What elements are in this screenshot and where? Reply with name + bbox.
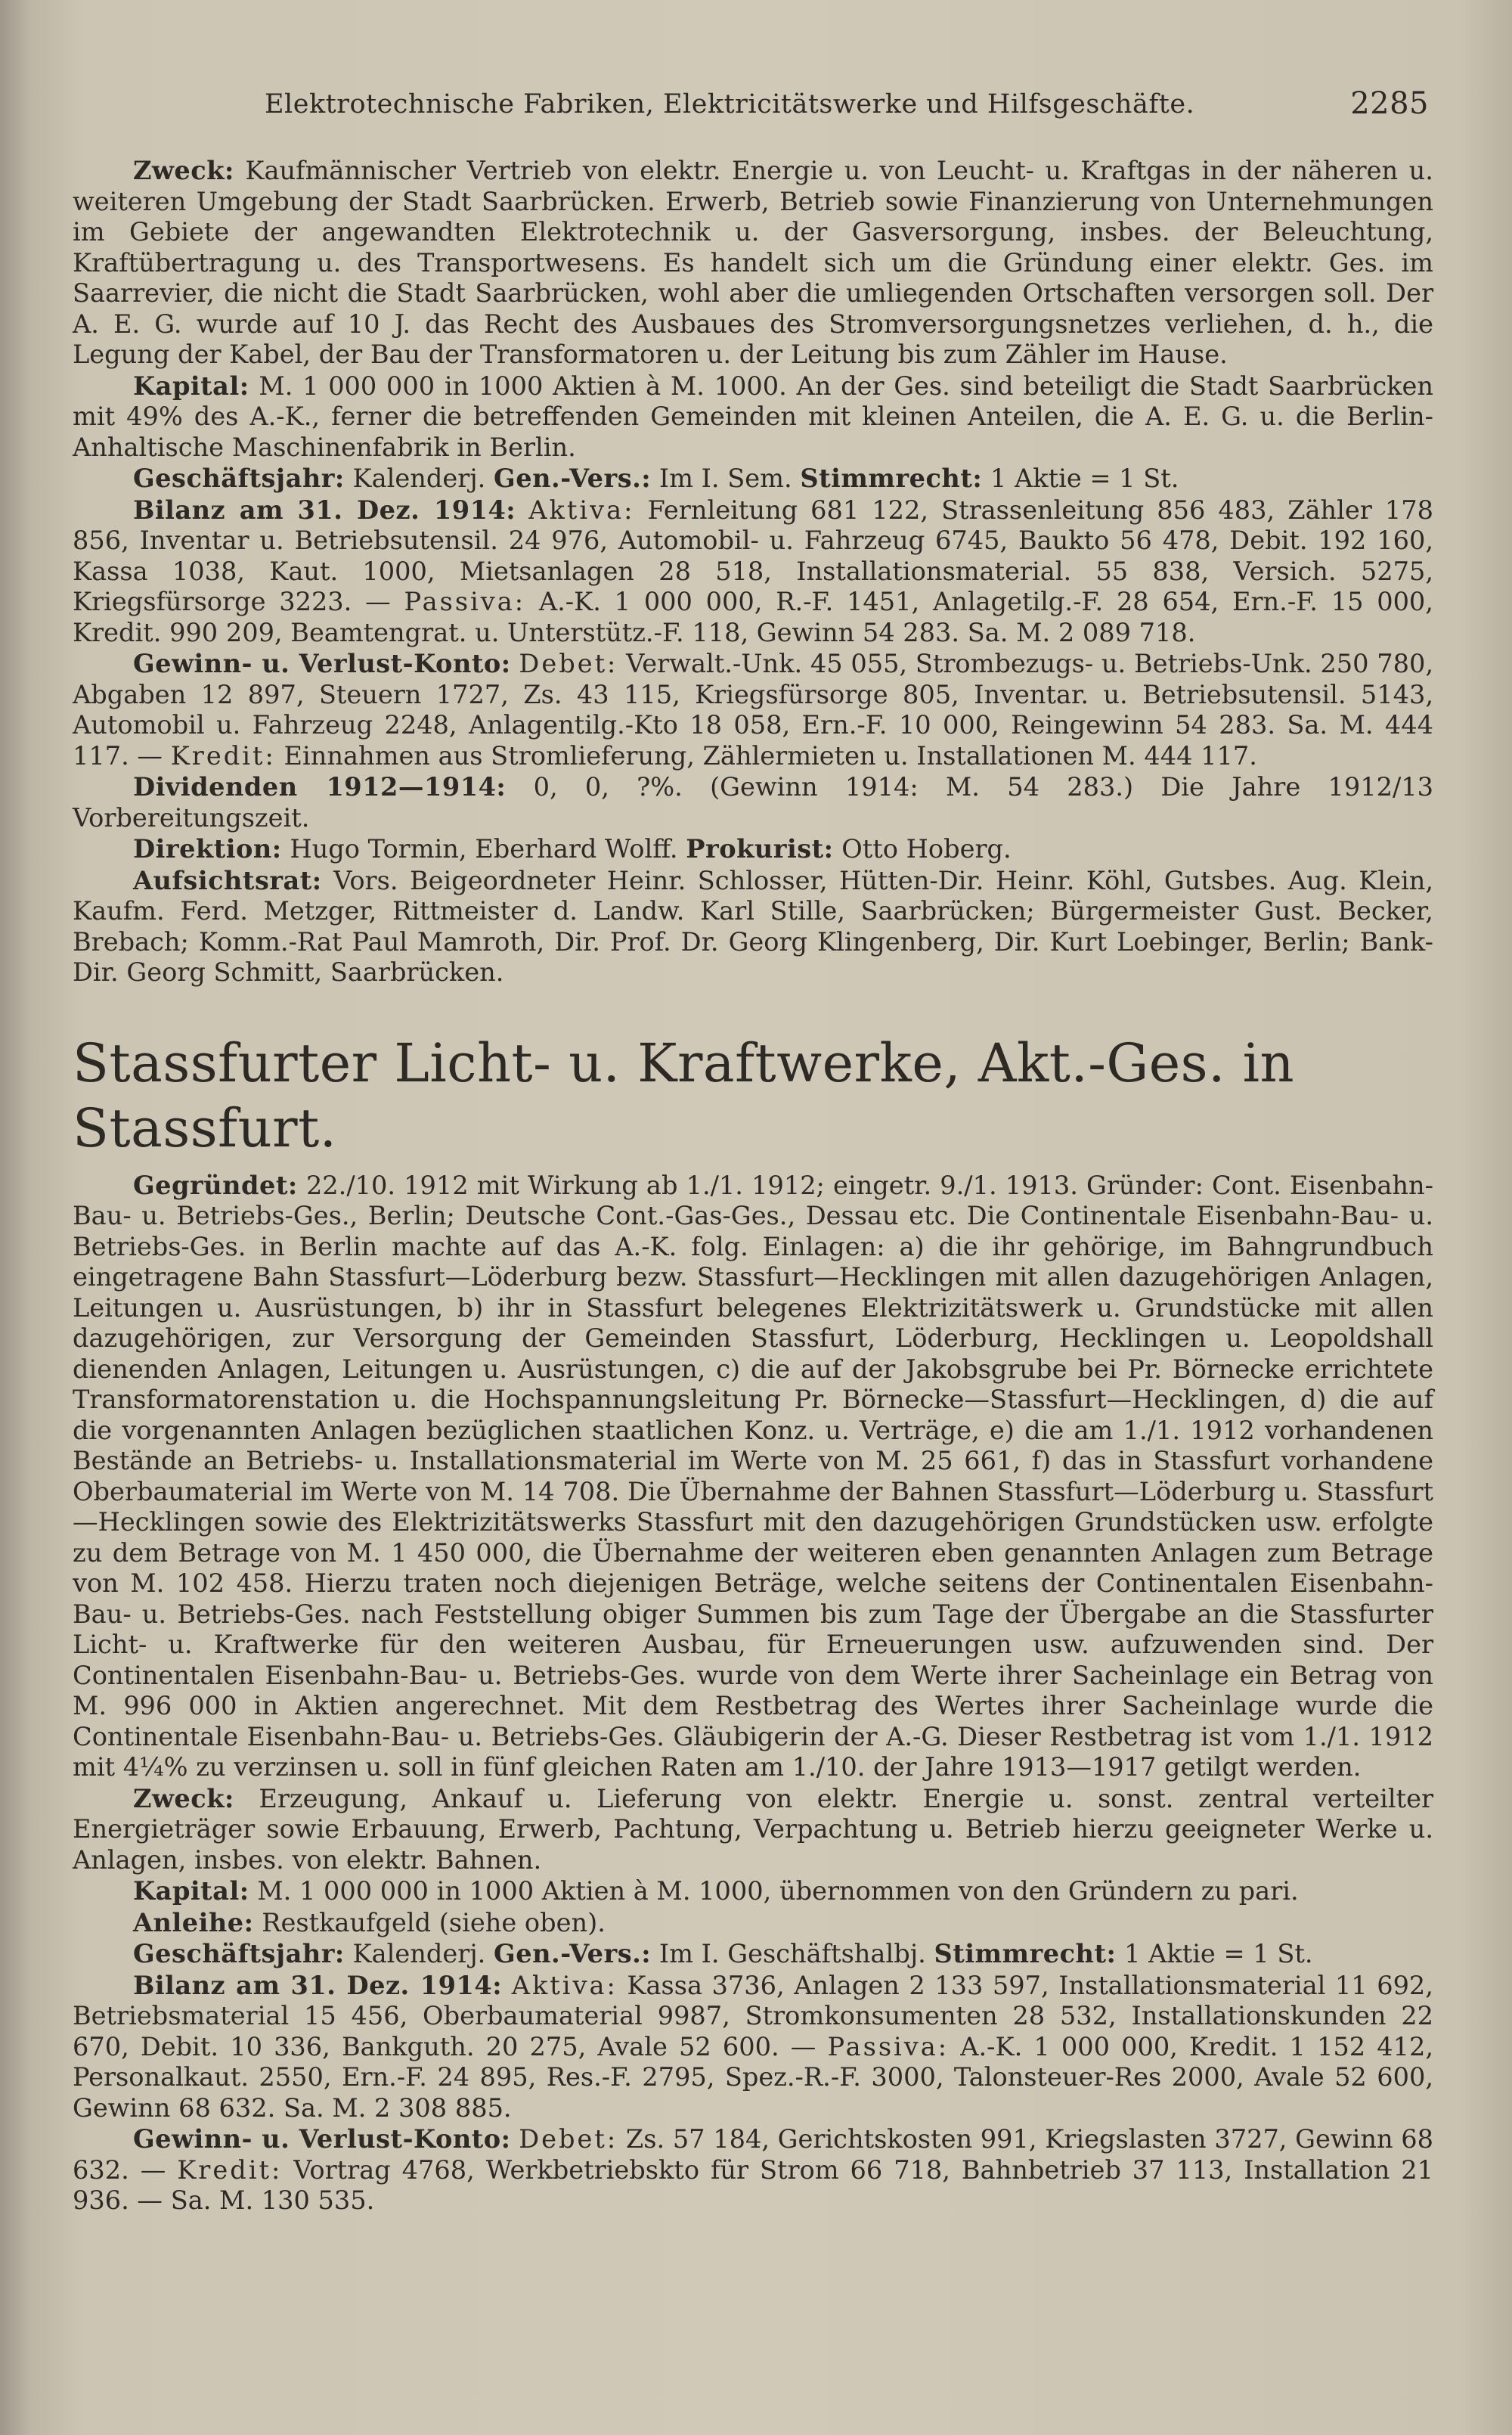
anleihe-text: Restkaufgeld (siehe oben). xyxy=(262,1907,606,1937)
bilanz-paragraph xyxy=(73,495,1433,649)
gewinn-paragraph xyxy=(73,2123,1433,2216)
aktiva-label: Aktiva: xyxy=(528,495,635,525)
gen-vers-label: Gen.-Vers.: xyxy=(494,1938,652,1968)
dividenden-text: 0, 0, ?%. (Gewinn 1914: M. 54 283.) Die Jahre 1912/13 Vorbereitungszeit. xyxy=(73,772,1433,833)
direktion-label: Direktion: xyxy=(133,833,282,864)
bilanz-label: Bilanz am 31. Dez. 1914: xyxy=(133,1969,503,2000)
debet-text: Verwalt.-Unk. 45 055, Strombezugs- u. Betriebs-Unk. 250 780, Abgaben 12 897, Steuern 1727, Zs. 43 115, Kriegsfürsorge 805, Inventar. u. Betriebsutensil. 5143, Automobil u. Fahrzeug 2248, Anlagentilg.-Kto 18 058, Ern.-F. 10 000, Reingewinn 54 283. Sa. M. 444 117. — xyxy=(73,649,1433,771)
zweck-label: Zweck: xyxy=(133,1782,234,1813)
prokurist-text: Otto Hoberg. xyxy=(841,834,1012,864)
gegruendet-paragraph xyxy=(73,1170,1433,1783)
passiva-text: A.-K. 1 000 000, R.-F. 1451, Anlagetilg.-F. 28 654, Ern.-F. 15 000, Kredit. 990 209, Beamtengrat. u. Unterstütz.-F. 118, Gewinn 54 283. Sa. M. 2 089 718. xyxy=(73,587,1433,647)
header-title: Elektrotechnische Fabriken, Elektricitätswerke und Hilfsgeschäfte. xyxy=(265,89,1195,119)
debet-label: Debet: xyxy=(519,649,618,678)
gen-vers-text: Im I. Geschäftshalbj. xyxy=(658,1939,926,1968)
company-heading: Stassfurter Licht- u. Kraftwerke, Akt.-Ges. in Stassfurt. xyxy=(73,1031,1295,1159)
aktiva-text: Kassa 3736, Anlagen 2 133 597, Installationsmaterial 11 692, Betriebsmaterial 15 456, Oberbaumaterial 9987, Stromkonsumenten 28 532, Installationskunden 22 670, Debit. 10 336, Bankguth. 20 275, Avale 52 600. — xyxy=(73,1970,1433,2061)
stimmrecht-label: Stimmrecht: xyxy=(934,1938,1117,1968)
geschaeftsjahr-label: Geschäftsjahr: xyxy=(133,1938,345,1968)
gewinn-label: Gewinn- u. Verlust-Konto: xyxy=(133,648,511,678)
gewinn-label: Gewinn- u. Verlust-Konto: xyxy=(133,2123,511,2154)
kapital-text: M. 1 000 000 in 1000 Aktien à M. 1000. An der Ges. sind beteiligt die Stadt Saarbrücken mit 49% des A.-K., ferner die betreffenden Gemeinden mit kleinen Anteilen, die A. E. G. u. die Berlin-Anhaltische Maschinenfabrik in Berlin. xyxy=(73,371,1433,462)
kapital-label: Kapital: xyxy=(133,370,249,401)
debet-text: Zs. 57 184, Gerichtskosten 991, Kriegslasten 3727, Gewinn 68 632. — xyxy=(73,2124,1433,2185)
page-number: 2285 xyxy=(1350,86,1429,121)
running-header xyxy=(265,86,1429,135)
kapital-label: Kapital: xyxy=(133,1875,249,1906)
kredit-text: Vortrag 4768, Werkbetriebskto für Strom 66 718, Bahnbetrieb 37 113, Installation 21 936. — Sa. M. 130 535. xyxy=(73,2154,1433,2215)
aufsichtsrat-label: Aufsichtsrat: xyxy=(133,864,322,895)
geschaeftsjahr-label: Geschäftsjahr: xyxy=(133,463,345,493)
gegruendet-label: Gegründet: xyxy=(133,1169,298,1200)
section-saarbruecken xyxy=(73,155,1433,988)
kapital-paragraph xyxy=(73,371,1433,464)
zweck-text: Kaufmännischer Vertrieb von elektr. Energie u. von Leucht- u. Kraftgas in der näheren u. weiteren Umgebung der Stadt Saarbrücken. Erwerb, Betrieb sowie Finanzierung von Unternehmungen im Gebiete der angewandten Elektrotechnik u. der Gasversorgung, insbes. der Beleuchtung, Kraftübertragung u. des Transportwesens. Es handelt sich um die Gründung einer elektr. Ges. im Saarrevier, die nicht die Stadt Saarbrücken, wohl aber die umliegenden Ortschaften versorgen soll. Der A. E. G. wurde auf 10 J. das Recht des Ausbaues des Stromversorgungsnetzes verliehen, d. h., die Legung der Kabel, der Bau der Transformatoren u. der Leitung bis zum Zähler im Hause. xyxy=(73,156,1433,369)
anleihe-paragraph xyxy=(73,1907,1433,1939)
aktiva-text: Fernleitung 681 122, Strassenleitung 856 483, Zähler 178 856, Inventar u. Betriebsutensil. 24 976, Automobil- u. Fahrzeug 6745, Baukto 56 478, Debit. 192 160, Kassa 1038, Kaut. 1000, Mietsanlagen 28 518, Installationsmaterial. 55 838, Versich. 5275, Kriegsfürsorge 3223. — xyxy=(73,495,1433,616)
passiva-text: A.-K. 1 000 000, Kredit. 1 152 412, Personalkaut. 2550, Ern.-F. 24 895, Res.-F. 2795, Spez.-R.-F. 3000, Talonsteuer-Res 2000, Avale 52 600, Gewinn 68 632. Sa. M. 2 308 885. xyxy=(73,2031,1433,2123)
aktiva-label: Aktiva: xyxy=(511,1970,618,2000)
passiva-label: Passiva: xyxy=(404,587,526,616)
gen-vers-text: Im I. Sem. xyxy=(658,464,792,493)
aufsichtsrat-paragraph xyxy=(73,865,1433,988)
geschaeftsjahr-text: Kalenderj. xyxy=(352,1939,486,1968)
passiva-label: Passiva: xyxy=(827,2031,950,2061)
anleihe-label: Anleihe: xyxy=(133,1906,254,1937)
stimmrecht-text: 1 Aktie = 1 St. xyxy=(990,464,1179,493)
direktion-paragraph xyxy=(73,833,1433,865)
geschaeftsjahr-paragraph xyxy=(73,463,1433,495)
gegruendet-text: 22./10. 1912 mit Wirkung ab 1./1. 1912; eingetr. 9./1. 1913. Gründer: Cont. Eisenbahn-Bau- u. Betriebs-Ges., Berlin; Deutsche Cont.-Gas-Ges., Dessau etc. Die Continentale Eisenbahn-Bau- u. Betriebs-Ges. in Berlin machte auf das A.-K. folg. Einlagen: a) die ihr gehörige, im Bahngrundbuch eingetragene Bahn Stassfurt—Löderburg bezw. Stassfurt—Hecklingen mit allen dazugehörigen Anlagen, Leitungen u. Ausrüstungen, b) ihr in Stassfurt belegenes Elektrizitätswerk u. Grundstücke mit allen dazugehörigen, zur Versorgung der Gemeinden Stassfurt, Löderburg, Hecklingen u. Leopoldshall dienenden Anlagen, Leitungen u. Ausrüstungen, c) die auf der Jakobsgrube bei Pr. Börnecke errichtete Transformatorenstation u. die Hochspannungsleitung Pr. Börnecke—Stassfurt—Hecklingen, d) die auf die vorgenannten Anlagen bezüglichen staatlichen Konz. u. Verträge, e) die am 1./1. 1912 vorhandenen Bestände an Betriebs- u. Installationsmaterial im Werte von M. 25 661, f) das in Stassfurt vorhandene Oberbaumaterial im Werte von M. 14 708. Die Übernahme der Bahnen Stassfurt—Löderburg u. Stassfurt—Hecklingen sowie des Elektrizitätswerks Stassfurt mit den dazugehörigen Grundstücken usw. erfolgte zu dem Betrage von M. 1 450 000, die Übernahme der weiteren eben genannten Anlagen zum Betrage von M. 102 458. Hierzu traten noch diejenigen Beträge, welche seitens der Continentalen Eisenbahn-Bau- u. Betriebs-Ges. nach Feststellung obiger Summen bis zum Tage der Übergabe an die Stassfurter Licht- u. Kraftwerke für den weiteren Ausbau, für Erneuerungen usw. aufzuwenden sind. Der Continentalen Eisenbahn-Bau- u. Betriebs-Ges. wurde von dem Werte ihrer Sacheinlage ein Betrag von M. 996 000 in Aktien angerechnet. Mit dem Restbetrag des Wertes ihrer Sacheinlage wurde die Continentale Eisenbahn-Bau- u. Betriebs-Ges. Gläubigerin der A.-G. Dieser Restbetrag ist vom 1./1. 1912 mit 4¼% zu verzinsen u. soll in fünf gleichen Raten am 1./10. der Jahre 1913—1917 getilgt werden. xyxy=(73,1170,1433,1782)
gen-vers-label: Gen.-Vers.: xyxy=(494,463,652,493)
bilanz-paragraph xyxy=(73,1970,1433,2124)
geschaeftsjahr-paragraph xyxy=(73,1938,1433,1970)
kapital-paragraph xyxy=(73,1875,1433,1907)
dividenden-label: Dividenden 1912—1914: xyxy=(133,771,507,802)
gewinn-paragraph xyxy=(73,648,1433,771)
geschaeftsjahr-text: Kalenderj. xyxy=(352,464,486,493)
kapital-text: M. 1 000 000 in 1000 Aktien à M. 1000, übernommen von den Gründern zu pari. xyxy=(257,1876,1299,1906)
zweck-text: Erzeugung, Ankauf u. Lieferung von elektr. Energie u. sonst. zentral verteilter Energieträger sowie Erbauung, Erwerb, Pachtung, Verpachtung u. Betrieb hierzu geeigneter Werke u. Anlagen, insbes. von elektr. Bahnen. xyxy=(73,1783,1433,1875)
stimmrecht-label: Stimmrecht: xyxy=(800,463,983,493)
zweck-paragraph xyxy=(73,155,1433,371)
kredit-text: Einnahmen aus Stromlieferung, Zählermieten u. Installationen M. 444 117. xyxy=(284,740,1257,771)
dividenden-paragraph xyxy=(73,771,1433,833)
aufsichtsrat-text: Vors. Beigeordneter Heinr. Schlosser, Hütten-Dir. Heinr. Köhl, Gutsbes. Aug. Klein, Kaufm. Ferd. Metzger, Rittmeister d. Landw. Karl Stille, Saarbrücken; Bürgermeister Gust. Becker, Brebach; Komm.-Rat Paul Mamroth, Dir. Prof. Dr. Georg Klingenberg, Dir. Kurt Loebinger, Berlin; Bank-Dir. Georg Schmitt, Saarbrücken. xyxy=(73,865,1433,987)
zweck-paragraph xyxy=(73,1783,1433,1876)
direktion-text: Hugo Tormin, Eberhard Wolff. xyxy=(290,834,678,864)
page-content xyxy=(73,155,1433,2216)
kredit-label: Kredit: xyxy=(177,2154,283,2185)
zweck-label: Zweck: xyxy=(133,155,234,185)
debet-label: Debet: xyxy=(519,2124,618,2154)
section-stassfurt xyxy=(73,1031,1433,2216)
stimmrecht-text: 1 Aktie = 1 St. xyxy=(1124,1939,1313,1968)
bilanz-label: Bilanz am 31. Dez. 1914: xyxy=(133,494,516,525)
kredit-label: Kredit: xyxy=(170,740,276,771)
prokurist-label: Prokurist: xyxy=(686,833,834,864)
